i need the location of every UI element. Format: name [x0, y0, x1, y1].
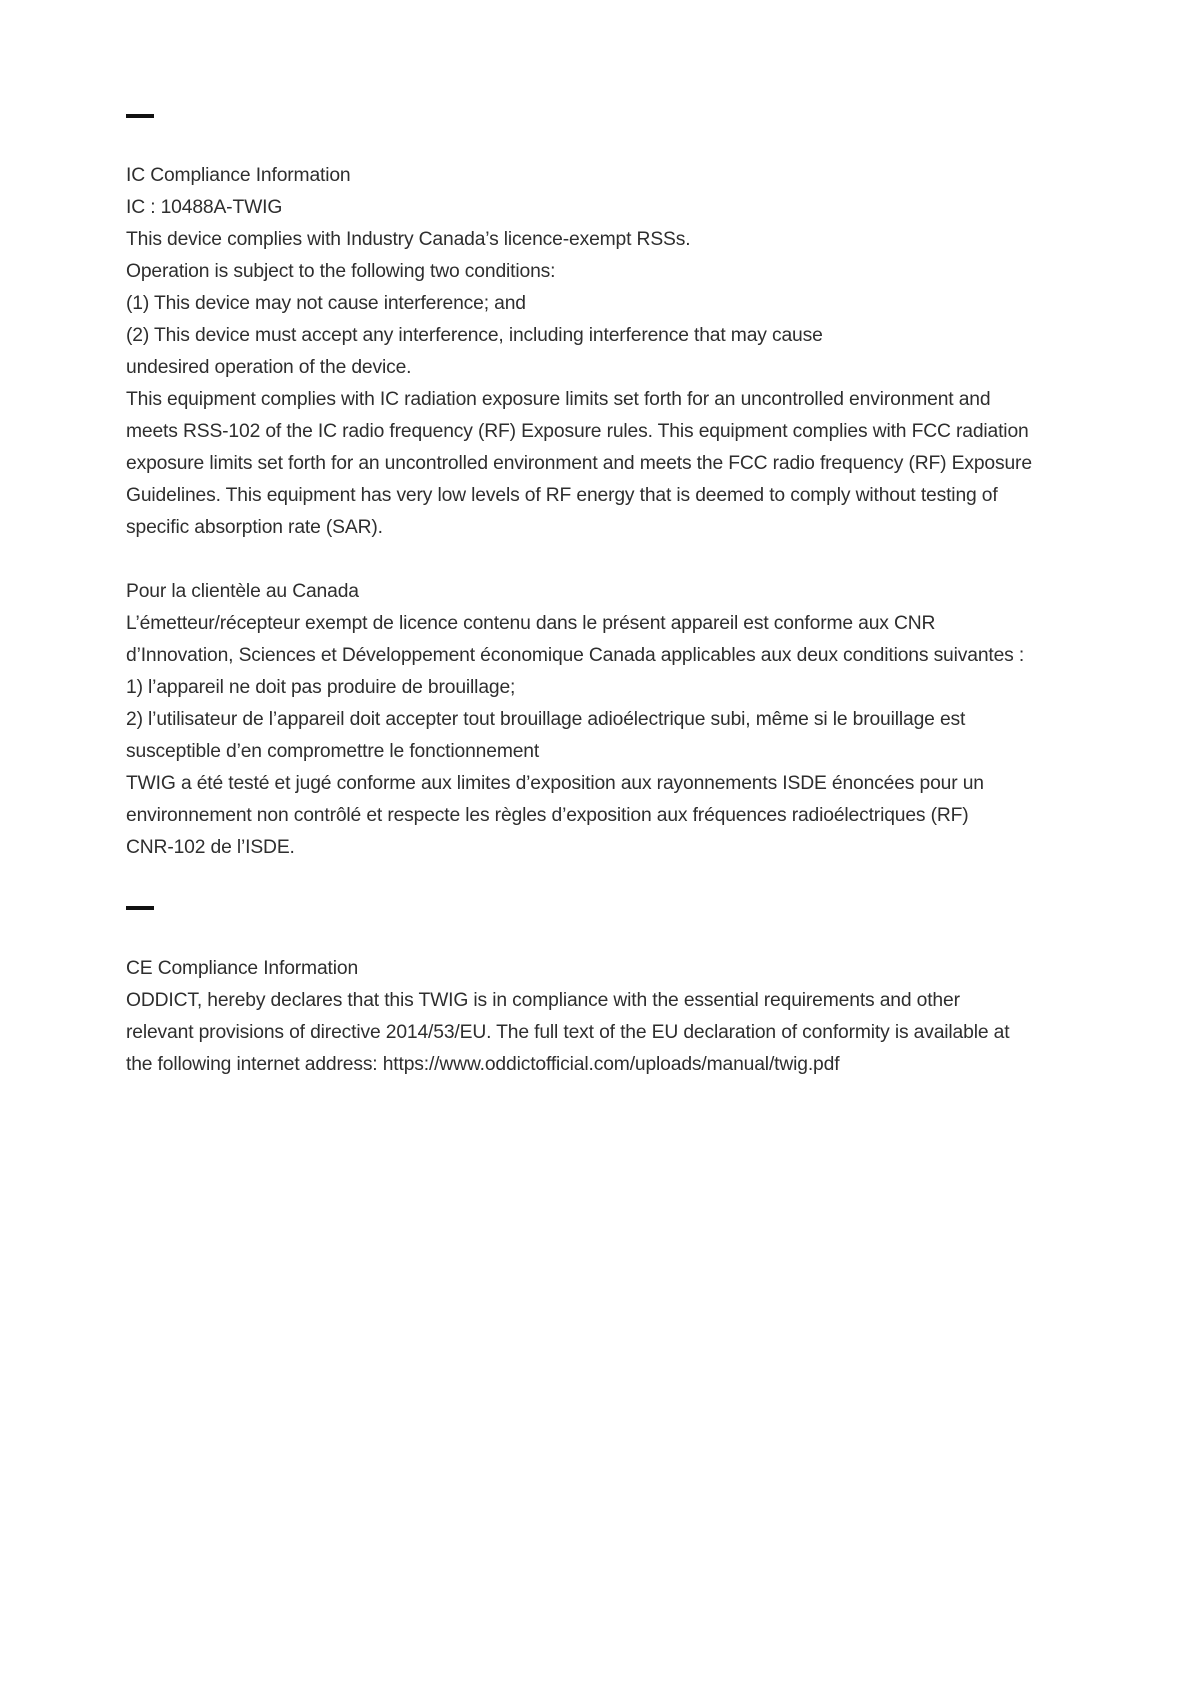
french-condition-2: 2) l’utilisateur de l’appareil doit accepter tout brouillage adioélectrique subi, même si le brouillage est — [126, 709, 966, 730]
ic-paragraph-line: This device complies with Industry Canada’s licence-exempt RSSs. — [126, 229, 691, 250]
ce-section-heading: CE Compliance Information — [126, 958, 359, 979]
ic-paragraph-line: specific absorption rate (SAR). — [126, 517, 383, 538]
ic-id-line: IC : 10488A-TWIG — [126, 197, 283, 218]
ce-declaration-url-line: the following internet address: https://www.oddictofficial.com/uploads/manual/twig.pdf — [126, 1054, 840, 1075]
french-paragraph-line: L’émetteur/récepteur exempt de licence contenu dans le présent appareil est conforme aux CNR — [126, 613, 936, 634]
ic-section-heading: IC Compliance Information — [126, 165, 351, 186]
french-condition-2-continued: susceptible d’en compromettre le fonctionnement — [126, 741, 540, 762]
canada-french-section — [126, 576, 1086, 864]
ic-condition-2-continued: undesired operation of the device. — [126, 357, 412, 378]
ic-condition-2: (2) This device must accept any interference, including interference that may cause — [126, 325, 823, 346]
french-section-heading: Pour la clientèle au Canada — [126, 581, 359, 602]
ce-compliance-section — [126, 953, 1086, 1081]
french-condition-1: 1) l’appareil ne doit pas produire de brouillage; — [126, 677, 516, 698]
ce-paragraph-line: relevant provisions of directive 2014/53/EU. The full text of the EU declaration of conformity is available at — [126, 1022, 1010, 1043]
ic-compliance-section — [126, 160, 1086, 544]
french-paragraph-line: d’Innovation, Sciences et Développement économique Canada applicables aux deux conditions suivantes : — [126, 645, 1025, 666]
ic-paragraph-line: Guidelines. This equipment has very low levels of RF energy that is deemed to comply without testing of — [126, 485, 998, 506]
ic-condition-1: (1) This device may not cause interference; and — [126, 293, 526, 314]
ic-paragraph-line: exposure limits set forth for an uncontrolled environment and meets the FCC radio frequency (RF) Exposure — [126, 453, 1032, 474]
french-paragraph-line: environnement non contrôlé et respecte les règles d’exposition aux fréquences radioélectriques (RF) — [126, 805, 969, 826]
ce-paragraph-line: ODDICT, hereby declares that this TWIG is in compliance with the essential requirements and other — [126, 990, 960, 1011]
section-divider-dash — [126, 114, 154, 118]
ic-paragraph-line: Operation is subject to the following two conditions: — [126, 261, 556, 282]
ic-paragraph-line: This equipment complies with IC radiation exposure limits set forth for an uncontrolled environment and — [126, 389, 991, 410]
french-paragraph-line: CNR-102 de l’ISDE. — [126, 837, 295, 858]
french-paragraph-line: TWIG a été testé et jugé conforme aux limites d’exposition aux rayonnements ISDE énoncées pour un — [126, 773, 984, 794]
ic-paragraph-line: meets RSS-102 of the IC radio frequency (RF) Exposure rules. This equipment complies with FCC radiation — [126, 421, 1029, 442]
section-divider-dash — [126, 906, 154, 910]
